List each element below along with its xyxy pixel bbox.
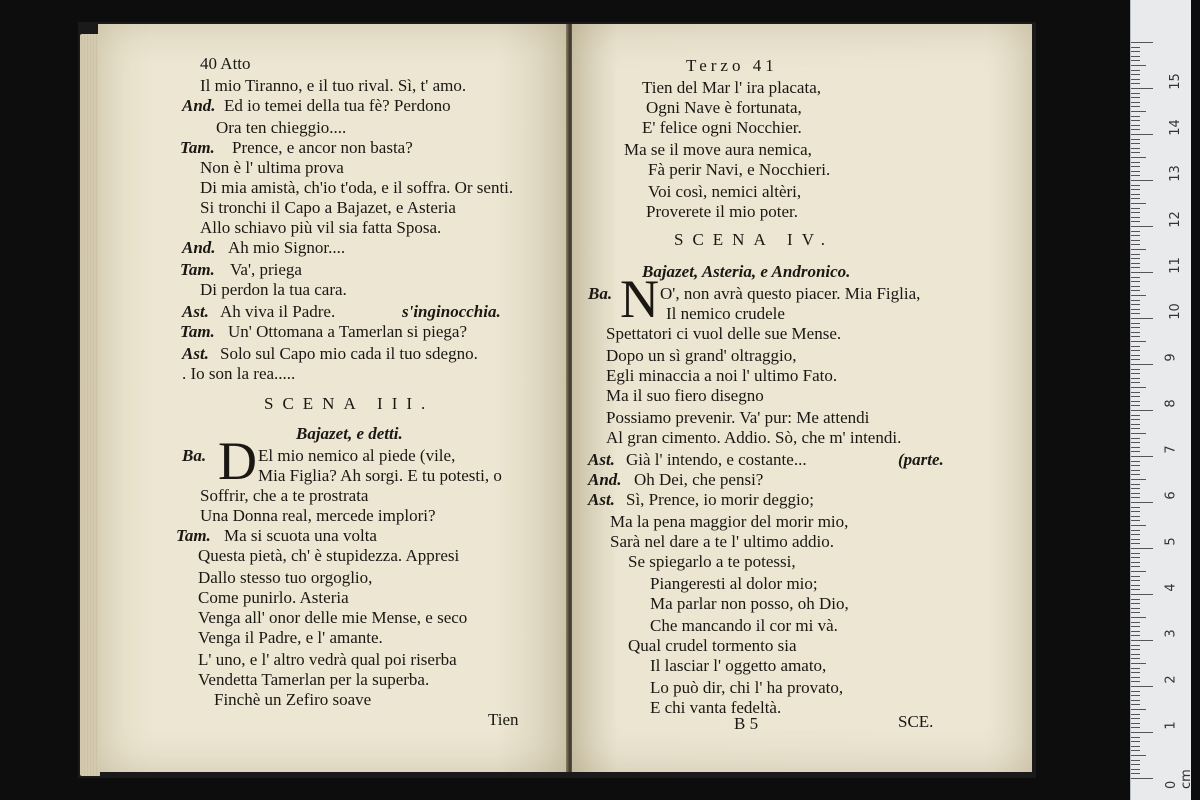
ruler-tick (1131, 300, 1140, 301)
ruler-tick (1131, 672, 1140, 673)
ruler-tick (1131, 189, 1140, 190)
ruler-tick (1131, 313, 1140, 314)
text-line: Vendetta Tamerlan per la superba. (198, 670, 430, 689)
ruler-tick (1131, 737, 1140, 738)
text-line: Tien del Mar l' ira placata, (642, 78, 821, 97)
ruler-label: 0 cm (1164, 769, 1194, 789)
text-line: Fà perir Navi, e Nocchieri. (648, 160, 831, 179)
ruler-label: 2 (1163, 675, 1179, 684)
ruler-label: 15 (1167, 73, 1183, 90)
text-line: Prence, e ancor non basta? (232, 138, 413, 157)
ruler-tick (1131, 594, 1153, 595)
ruler-tick (1131, 56, 1140, 57)
text-line: Spettatori ci vuol delle sue Mense. (606, 324, 842, 343)
text-line: Soffrir, che a te prostrata (200, 486, 369, 505)
page-edges (80, 34, 100, 776)
ruler-tick (1131, 263, 1140, 264)
ruler-tick (1131, 442, 1140, 443)
speaker-label: Tam. (180, 138, 215, 157)
ruler-tick (1131, 502, 1153, 503)
ruler-tick (1131, 525, 1146, 526)
ruler-tick (1131, 562, 1140, 563)
ruler-tick (1131, 355, 1140, 356)
text-line: Un' Ottomana a Tamerlan si piega? (228, 322, 468, 341)
ruler-tick (1131, 369, 1140, 370)
ruler-tick (1131, 194, 1140, 195)
ruler-tick (1131, 691, 1140, 692)
ruler-tick (1131, 152, 1140, 153)
ruler-tick (1131, 258, 1140, 259)
ruler-tick (1131, 180, 1153, 181)
text-line: Ed io temei della tua fè? Perdono (224, 96, 451, 115)
ruler-tick (1131, 148, 1140, 149)
text-line: Va', priega (230, 260, 302, 279)
scene-cast: Bajazet, Asteria, e Andronico. (642, 262, 851, 281)
ruler-tick (1131, 175, 1140, 176)
ruler-tick (1131, 465, 1140, 466)
text-line: Ma si scuota una volta (224, 526, 377, 545)
ruler-tick (1131, 778, 1153, 779)
text-line: Una Donna real, mercede implori? (200, 506, 436, 525)
text-line: . Io son la rea..... (182, 364, 296, 383)
ruler-tick (1131, 336, 1140, 337)
scene-heading: SCENA IV. (674, 230, 835, 249)
ruler-tick (1131, 727, 1140, 728)
ruler-tick (1131, 65, 1146, 66)
ruler-tick (1131, 741, 1140, 742)
ruler-tick (1131, 631, 1140, 632)
text-line: El mio nemico al piede (vile, (258, 446, 456, 465)
ruler-tick (1131, 93, 1140, 94)
ruler-tick (1131, 438, 1140, 439)
ruler-tick (1131, 668, 1140, 669)
ruler-tick (1131, 553, 1140, 554)
ruler-tick (1131, 341, 1146, 342)
ruler-tick (1131, 327, 1140, 328)
stage-direction: (parte. (898, 450, 944, 469)
text-line: Questa pietà, ch' è stupidezza. Appresi (198, 546, 460, 565)
ruler-tick (1131, 451, 1140, 452)
ruler-tick (1131, 645, 1140, 646)
speaker-label: Tam. (180, 260, 215, 279)
text-line: Il lasciar l' oggetto amato, (650, 656, 827, 675)
ruler-tick (1131, 129, 1140, 130)
ruler-tick (1131, 433, 1146, 434)
ruler-tick (1131, 350, 1140, 351)
ruler-tick (1131, 603, 1140, 604)
ruler-label: 4 (1163, 583, 1179, 592)
ruler-tick (1131, 304, 1140, 305)
ruler-tick (1131, 718, 1140, 719)
ruler-tick (1131, 769, 1140, 770)
ruler-tick (1131, 764, 1140, 765)
text-line: Ogni Nave è fortunata, (646, 98, 802, 117)
ruler-tick (1131, 566, 1140, 567)
ruler-tick (1131, 612, 1140, 613)
ruler-tick (1131, 654, 1140, 655)
ruler-tick (1131, 203, 1146, 204)
ruler-tick (1131, 83, 1140, 84)
ruler-tick (1131, 323, 1140, 324)
ruler-tick (1131, 97, 1140, 98)
text-line: Se spiegarlo a te potessi, (628, 552, 796, 571)
ruler-tick (1131, 516, 1140, 517)
ruler-tick (1131, 171, 1140, 172)
ruler-tick (1131, 364, 1153, 365)
ruler-tick (1131, 42, 1153, 43)
text-line: Possiamo prevenir. Va' pur: Me attendi (606, 408, 870, 427)
ruler-label: 10 (1167, 303, 1183, 320)
text-line: E' felice ogni Nocchier. (642, 118, 802, 137)
ruler-tick (1131, 497, 1140, 498)
ruler-tick (1131, 74, 1140, 75)
text-line: Sarà nel dare a te l' ultimo addio. (610, 532, 834, 551)
measuring-ruler (1130, 0, 1194, 800)
ruler-tick (1131, 428, 1140, 429)
catchword: SCE. (898, 712, 934, 731)
text-line: Piangeresti al dolor mio; (650, 574, 818, 593)
text-line: Non è l' ultima prova (200, 158, 344, 177)
ruler-tick (1131, 405, 1140, 406)
ruler-tick (1131, 507, 1140, 508)
ruler-tick (1131, 166, 1140, 167)
ruler-tick (1131, 773, 1140, 774)
text-line: Come punirlo. Asteria (198, 588, 349, 607)
ruler-tick (1131, 760, 1140, 761)
ruler-tick (1131, 585, 1140, 586)
ruler-tick (1131, 134, 1153, 135)
text-line: Si tronchi il Capo a Bajazet, e Asteria (200, 198, 456, 217)
ruler-tick (1131, 461, 1140, 462)
drop-cap: N (620, 269, 659, 329)
ruler-tick (1131, 267, 1140, 268)
ruler-tick (1131, 470, 1140, 471)
speaker-label: Tam. (180, 322, 215, 341)
ruler-tick (1131, 387, 1146, 388)
text-line: L' uno, e l' altro vedrà qual poi riserba (198, 650, 457, 669)
ruler-tick (1131, 548, 1153, 549)
ruler-tick (1131, 359, 1140, 360)
ruler-tick (1131, 755, 1146, 756)
text-line: Il mio Tiranno, e il tuo rival. Sì, t' amo. (200, 76, 467, 95)
ruler-tick (1131, 704, 1140, 705)
ruler-tick (1131, 277, 1140, 278)
ruler-tick (1131, 530, 1140, 531)
ruler-tick (1131, 295, 1146, 296)
ruler-tick (1131, 557, 1140, 558)
text-line: Venga all' onor delle mie Mense, e seco (198, 608, 468, 627)
left-page (98, 24, 568, 772)
text-line: Egli minaccia a noi l' ultimo Fato. (606, 366, 838, 385)
text-line: Di mia amistà, ch'io t'oda, e il soffra. Or senti. (200, 178, 514, 197)
ruler-tick (1131, 120, 1140, 121)
ruler-label: 14 (1167, 119, 1183, 136)
speaker-label: Ast. (182, 344, 209, 363)
ruler-tick (1131, 318, 1153, 319)
ruler-tick (1131, 709, 1146, 710)
ruler-tick (1131, 608, 1140, 609)
ruler-tick (1131, 626, 1140, 627)
ruler-tick (1131, 162, 1140, 163)
ruler-tick (1131, 723, 1140, 724)
ruler-label: 8 (1163, 399, 1179, 408)
ruler-tick (1131, 102, 1140, 103)
text-line: Sì, Prence, io morir deggio; (626, 490, 814, 509)
ruler-label: 3 (1163, 629, 1179, 638)
ruler-tick (1131, 571, 1146, 572)
text-line: Al gran cimento. Addio. Sò, che m' intendi. (606, 428, 902, 447)
ruler-tick (1131, 649, 1140, 650)
ruler-label: 1 (1163, 721, 1179, 730)
ruler-tick (1131, 686, 1153, 687)
text-line: Dopo un sì grand' oltraggio, (606, 346, 797, 365)
text-line: Di perdon la tua cara. (200, 280, 347, 299)
ruler-tick (1131, 208, 1140, 209)
ruler-tick (1131, 240, 1140, 241)
speaker-label: Tam. (176, 526, 211, 545)
ruler-tick (1131, 493, 1140, 494)
ruler-tick (1131, 185, 1140, 186)
text-line: Ah mio Signor.... (228, 238, 346, 257)
ruler-tick (1131, 681, 1140, 682)
ruler-tick (1131, 695, 1140, 696)
ruler-tick (1131, 281, 1140, 282)
ruler-tick (1131, 714, 1140, 715)
ruler-tick (1131, 373, 1140, 374)
ruler-tick (1131, 700, 1140, 701)
ruler-tick (1131, 143, 1140, 144)
ruler-tick (1131, 599, 1140, 600)
ruler-tick (1131, 415, 1140, 416)
ruler-tick (1131, 635, 1140, 636)
text-line: Qual crudel tormento sia (628, 636, 797, 655)
ruler-tick (1131, 576, 1140, 577)
text-line: Lo può dir, chi l' ha provato, (650, 678, 844, 697)
ruler-tick (1131, 410, 1153, 411)
ruler-tick (1131, 617, 1146, 618)
ruler-tick (1131, 290, 1140, 291)
ruler-tick (1131, 488, 1140, 489)
ruler-tick (1131, 392, 1140, 393)
ruler-tick (1131, 640, 1153, 641)
scene-cast: Bajazet, e detti. (296, 424, 403, 443)
ruler-tick (1131, 286, 1140, 287)
ruler-label: 12 (1167, 211, 1183, 228)
ruler-tick (1131, 511, 1140, 512)
text-line: Ah viva il Padre. (220, 302, 336, 321)
ruler-tick (1131, 79, 1140, 80)
ruler-tick (1131, 221, 1140, 222)
ruler-tick (1131, 111, 1146, 112)
ruler-tick (1131, 231, 1140, 232)
ruler-tick (1131, 539, 1140, 540)
ruler-tick (1131, 589, 1140, 590)
text-line: Il nemico crudele (666, 304, 785, 323)
ruler-tick (1131, 456, 1153, 457)
ruler-tick (1131, 382, 1140, 383)
ruler-tick (1131, 658, 1140, 659)
ruler-tick (1131, 254, 1140, 255)
ruler-tick (1131, 419, 1140, 420)
ruler-tick (1131, 401, 1140, 402)
text-line: Voi così, nemici altèri, (648, 182, 802, 201)
speaker-label: Ast. (588, 450, 615, 469)
speaker-label: Ba. (588, 284, 613, 303)
ruler-tick (1131, 217, 1140, 218)
drop-cap: D (218, 431, 257, 491)
ruler-tick (1131, 663, 1146, 664)
text-line: Ma la pena maggior del morir mio, (610, 512, 849, 531)
text-line: Proverete il mio poter. (646, 202, 799, 221)
ruler-tick (1131, 378, 1140, 379)
ruler-tick (1131, 125, 1140, 126)
ruler-label: 9 (1163, 353, 1179, 362)
speaker-label: And. (182, 238, 216, 257)
right-page (572, 24, 1032, 772)
ruler-tick (1131, 70, 1140, 71)
text-line: Oh Dei, che pensi? (634, 470, 764, 489)
ruler-label: 5 (1163, 537, 1179, 546)
text-line: Dallo stesso tuo orgoglio, (198, 568, 373, 587)
ruler-tick (1131, 139, 1140, 140)
text-line: Allo schiavo più vil sia fatta Sposa. (200, 218, 442, 237)
ruler-tick (1131, 88, 1153, 89)
left-page-header: 40 Atto (200, 54, 251, 73)
text-line: E chi vanta fedeltà. (650, 698, 782, 717)
text-line: O', non avrà questo piacer. Mia Figlia, (660, 284, 921, 303)
speaker-label: Ast. (588, 490, 615, 509)
ruler-tick (1131, 332, 1140, 333)
ruler-tick (1131, 424, 1140, 425)
ruler-tick (1131, 346, 1140, 347)
text-line: Ma parlar non posso, oh Dio, (650, 594, 849, 613)
ruler-tick (1131, 60, 1140, 61)
ruler-tick (1131, 474, 1140, 475)
ruler-tick (1131, 235, 1140, 236)
text-line: Solo sul Capo mio cada il tuo sdegno. (220, 344, 478, 363)
ruler-label: 11 (1167, 257, 1183, 274)
ruler-tick (1131, 157, 1146, 158)
ruler-tick (1131, 580, 1140, 581)
ruler-tick (1131, 677, 1140, 678)
scene-heading: SCENA III. (264, 394, 435, 413)
ruler-tick (1131, 479, 1146, 480)
ruler-tick (1131, 309, 1140, 310)
text-line: Ma se il move aura nemica, (624, 140, 812, 159)
ruler-tick (1131, 47, 1140, 48)
text-line: Ora ten chieggio.... (216, 118, 347, 137)
ruler-tick (1131, 212, 1140, 213)
ruler-tick (1131, 249, 1146, 250)
text-line: Mia Figlia? Ah sorgi. E tu potesti, o (258, 466, 502, 485)
text-line: Che mancando il cor mi và. (650, 616, 838, 635)
ruler-tick (1131, 116, 1140, 117)
speaker-label: Ba. (182, 446, 207, 465)
right-page-header: Terzo 41 (686, 56, 778, 75)
ruler-tick (1131, 732, 1153, 733)
ruler-tick (1131, 198, 1140, 199)
ruler-tick (1131, 447, 1140, 448)
ruler-tick (1131, 226, 1153, 227)
ruler-tick (1131, 272, 1153, 273)
ruler-tick (1131, 51, 1140, 52)
ruler-tick (1131, 520, 1140, 521)
ruler-tick (1131, 750, 1140, 751)
ruler-tick (1131, 106, 1140, 107)
signature-mark: B 5 (734, 714, 759, 733)
speaker-label: And. (182, 96, 216, 115)
stage-direction: s'inginocchia. (402, 302, 501, 321)
ruler-label: 7 (1163, 445, 1179, 454)
text-line: Venga il Padre, e l' amante. (198, 628, 383, 647)
ruler-tick (1131, 244, 1140, 245)
ruler-tick (1131, 484, 1140, 485)
text-line: Ma il suo fiero disegno (606, 386, 764, 405)
ruler-tick (1131, 543, 1140, 544)
speaker-label: Ast. (182, 302, 209, 321)
text-line: Finchè un Zefiro soave (214, 690, 372, 709)
catchword: Tien (488, 710, 519, 729)
ruler-tick (1131, 622, 1140, 623)
speaker-label: And. (588, 470, 622, 489)
ruler-tick (1131, 746, 1140, 747)
ruler-label: 13 (1167, 165, 1183, 182)
text-line: Già l' intendo, e costante... (626, 450, 807, 469)
ruler-tick (1131, 396, 1140, 397)
ruler-label: 6 (1163, 491, 1179, 500)
ruler-tick (1131, 534, 1140, 535)
